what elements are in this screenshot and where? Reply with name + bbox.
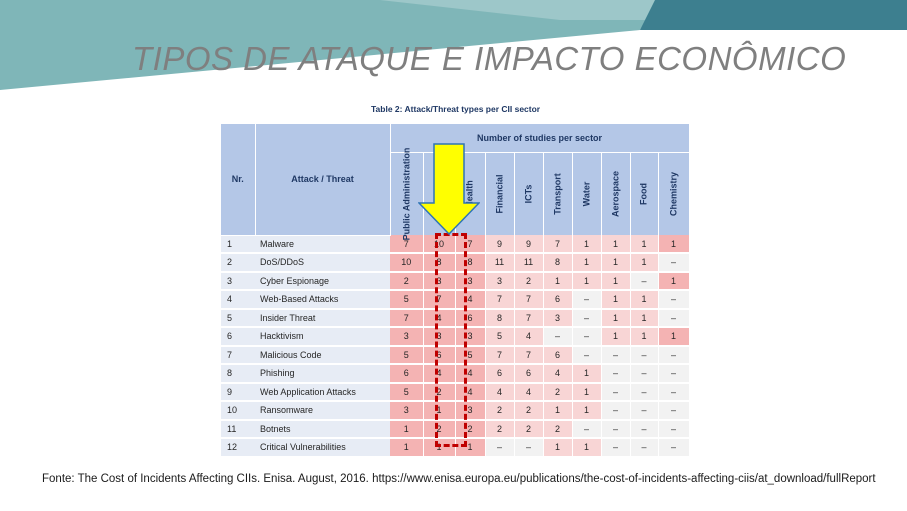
cell-value: –	[572, 327, 601, 346]
sector-header	[572, 153, 601, 236]
sector-label: Water	[581, 181, 591, 207]
cell-value: 3	[455, 401, 485, 420]
table-caption: Table 2: Attack/Threat types per CII sector	[371, 104, 541, 114]
cell-value: 1	[390, 420, 423, 439]
down-arrow-icon	[418, 143, 480, 235]
cell-value: 2	[485, 401, 514, 420]
cell-value: 7	[390, 309, 423, 328]
cell-value: –	[601, 383, 630, 402]
cell-value: 2	[543, 383, 572, 402]
cell-value: 4	[423, 309, 455, 328]
threat-name: Botnets	[255, 420, 390, 439]
cell-value: 2	[514, 272, 543, 291]
threat-name: Hacktivism	[255, 327, 390, 346]
cell-value: –	[601, 346, 630, 365]
cell-value: 1	[423, 401, 455, 420]
cell-value: 1	[572, 272, 601, 291]
cell-value: 7	[485, 290, 514, 309]
cell-value: 7	[390, 235, 423, 253]
cell-value: –	[572, 346, 601, 365]
cell-value: 1	[572, 438, 601, 457]
row-number: 1	[221, 235, 255, 253]
cell-value: –	[601, 438, 630, 457]
cell-value: 4	[455, 383, 485, 402]
cell-value: 6	[543, 346, 572, 365]
cell-value: 7	[543, 235, 572, 253]
cell-value: –	[658, 383, 689, 402]
sector-label: Financial	[494, 174, 504, 214]
nr-header: Nr.	[221, 124, 255, 235]
cell-value: 2	[455, 420, 485, 439]
cell-value: –	[658, 364, 689, 383]
threat-name: DoS/DDoS	[255, 253, 390, 272]
cell-value: 4	[485, 383, 514, 402]
cell-value: 5	[390, 346, 423, 365]
row-number: 11	[221, 420, 255, 439]
cell-value: 8	[455, 253, 485, 272]
cell-value: –	[601, 401, 630, 420]
threat-name: Web Application Attacks	[255, 383, 390, 402]
cell-value: –	[543, 327, 572, 346]
sector-label: Food	[638, 183, 649, 205]
cell-value: 3	[423, 327, 455, 346]
sector-header	[514, 153, 543, 236]
cell-value: –	[572, 420, 601, 439]
cell-value: –	[514, 438, 543, 457]
cell-value: –	[658, 420, 689, 439]
cell-value: 5	[390, 383, 423, 402]
cell-value: 10	[390, 253, 423, 272]
cell-value: –	[630, 364, 658, 383]
cell-value: –	[572, 290, 601, 309]
sector-label: Public Administration	[401, 147, 411, 241]
cell-value: 1	[601, 272, 630, 291]
cell-value: 1	[572, 364, 601, 383]
cell-value: 1	[658, 235, 689, 253]
cell-value: 1	[630, 327, 658, 346]
row-number: 9	[221, 383, 255, 402]
cell-value: 7	[514, 290, 543, 309]
cell-value: –	[630, 401, 658, 420]
cell-value: 1	[572, 235, 601, 253]
cell-value: 3	[455, 327, 485, 346]
cell-value: 1	[543, 438, 572, 457]
cell-value: 4	[514, 327, 543, 346]
highlight-dashed-box	[435, 233, 467, 447]
cell-value: 11	[485, 253, 514, 272]
sector-label: Transport	[552, 173, 562, 215]
cell-value: 1	[390, 438, 423, 457]
cell-value: 1	[601, 327, 630, 346]
sector-header	[543, 153, 572, 236]
sector-label: Aerospace	[610, 170, 620, 218]
cell-value: 6	[485, 364, 514, 383]
source-citation: Fonte: The Cost of Incidents Affecting CIIs. Enisa. August, 2016. https://www.enisa.europa.eu/publications/the-cost-of-incidents-affecting-ciis/at_download/fullReport	[42, 473, 876, 485]
cell-value: 4	[543, 364, 572, 383]
sector-header	[485, 153, 514, 236]
group-header: Number of studies per sector	[390, 124, 689, 153]
cell-value: 2	[514, 401, 543, 420]
cell-value: 4	[514, 383, 543, 402]
threat-name: Web-Based Attacks	[255, 290, 390, 309]
sector-header	[630, 153, 658, 236]
cell-value: –	[630, 383, 658, 402]
cell-value: –	[630, 346, 658, 365]
cell-value: 6	[455, 309, 485, 328]
cell-value: –	[630, 438, 658, 457]
cell-value: 1	[572, 253, 601, 272]
cell-value: 1	[630, 309, 658, 328]
cell-value: –	[630, 420, 658, 439]
threat-name: Malicious Code	[255, 346, 390, 365]
cell-value: 1	[630, 253, 658, 272]
row-number: 5	[221, 309, 255, 328]
cell-value: 3	[485, 272, 514, 291]
cell-value: 3	[423, 272, 455, 291]
cell-value: 7	[455, 235, 485, 253]
cell-value: 11	[514, 253, 543, 272]
cell-value: 5	[390, 290, 423, 309]
cell-value: 4	[423, 364, 455, 383]
cell-value: 3	[390, 327, 423, 346]
row-number: 7	[221, 346, 255, 365]
cell-value: 2	[423, 383, 455, 402]
cell-value: –	[658, 438, 689, 457]
cell-value: 7	[514, 309, 543, 328]
cell-value: 1	[601, 253, 630, 272]
cell-value: 1	[572, 401, 601, 420]
cell-value: 5	[485, 327, 514, 346]
cell-value: 7	[485, 346, 514, 365]
row-number: 8	[221, 364, 255, 383]
cell-value: 6	[390, 364, 423, 383]
threat-name: Cyber Espionage	[255, 272, 390, 291]
cell-value: 3	[543, 309, 572, 328]
cell-value: 1	[572, 383, 601, 402]
cell-value: 1	[455, 438, 485, 457]
cell-value: 8	[543, 253, 572, 272]
row-number: 12	[221, 438, 255, 457]
cell-value: –	[601, 420, 630, 439]
row-number: 2	[221, 253, 255, 272]
row-number: 4	[221, 290, 255, 309]
slide-title: TIPOS DE ATAQUE E IMPACTO ECONÔMICO	[132, 40, 847, 77]
cell-value: 1	[601, 235, 630, 253]
cell-value: 2	[485, 420, 514, 439]
cell-value: 1	[630, 290, 658, 309]
cell-value: –	[658, 346, 689, 365]
cell-value: 8	[485, 309, 514, 328]
cell-value: 1	[658, 327, 689, 346]
threat-name: Malware	[255, 235, 390, 253]
threat-header: Attack / Threat	[255, 124, 390, 235]
cell-value: 2	[514, 420, 543, 439]
cell-value: 3	[390, 401, 423, 420]
cell-value: 1	[601, 309, 630, 328]
threat-name: Phishing	[255, 364, 390, 383]
sector-label: ICTs	[523, 184, 533, 204]
threat-name: Ransomware	[255, 401, 390, 420]
cell-value: 1	[658, 272, 689, 291]
cell-value: 6	[543, 290, 572, 309]
cell-value: 4	[455, 290, 485, 309]
cell-value: 8	[423, 253, 455, 272]
cell-value: 7	[514, 346, 543, 365]
row-number: 10	[221, 401, 255, 420]
cell-value: 5	[455, 346, 485, 365]
cell-value: 1	[601, 290, 630, 309]
cell-value: 4	[455, 364, 485, 383]
cell-value: 10	[423, 235, 455, 253]
threat-name: Insider Threat	[255, 309, 390, 328]
cell-value: –	[658, 309, 689, 328]
cell-value: 9	[514, 235, 543, 253]
cell-value: 1	[423, 438, 455, 457]
cell-value: 3	[455, 272, 485, 291]
cell-value: 7	[423, 290, 455, 309]
cell-value: –	[572, 309, 601, 328]
cell-value: 6	[423, 346, 455, 365]
sector-header	[601, 153, 630, 236]
row-number: 6	[221, 327, 255, 346]
cell-value: –	[485, 438, 514, 457]
cell-value: 6	[514, 364, 543, 383]
cell-value: –	[601, 364, 630, 383]
row-number: 3	[221, 272, 255, 291]
cell-value: 1	[630, 235, 658, 253]
cell-value: –	[658, 253, 689, 272]
cell-value: –	[630, 272, 658, 291]
sector-label: Health	[464, 180, 475, 208]
cell-value: 1	[543, 401, 572, 420]
cell-value: 1	[543, 272, 572, 291]
cell-value: –	[658, 401, 689, 420]
cell-value: 2	[390, 272, 423, 291]
sector-label: Chemistry	[668, 171, 679, 217]
cell-value: 9	[485, 235, 514, 253]
sector-header	[658, 153, 689, 236]
cell-value: –	[658, 290, 689, 309]
cell-value: 2	[423, 420, 455, 439]
threat-name: Critical Vulnerabilities	[255, 438, 390, 457]
cell-value: 2	[543, 420, 572, 439]
